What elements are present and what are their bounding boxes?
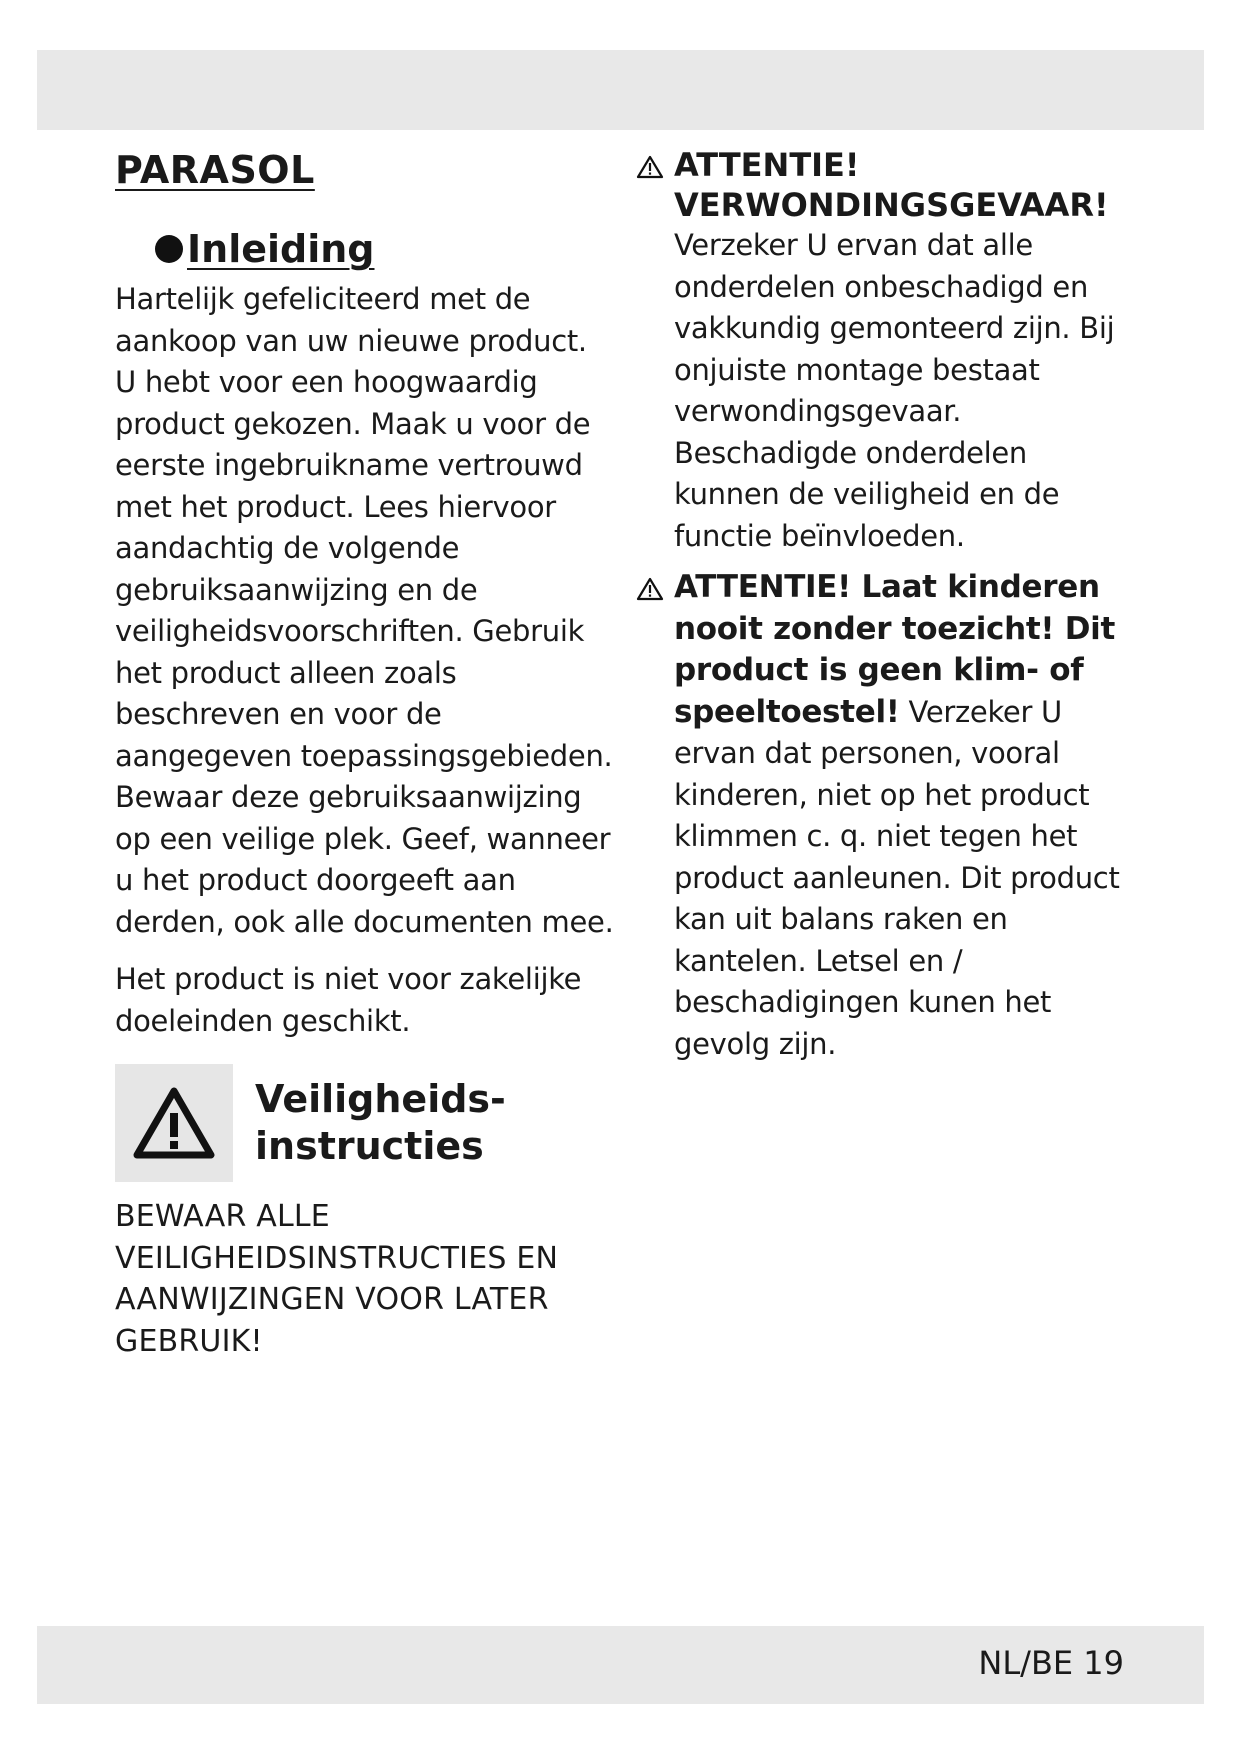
bullet-icon: [155, 235, 183, 263]
safety-section-header: [115, 1064, 615, 1182]
intro-paragraph-2: Het product is niet voor zakelijke doeleinden geschikt.: [115, 962, 582, 1038]
safety-heading: [255, 1076, 506, 1170]
safety-caps-text: BEWAAR ALLE VEILIGHEIDSINSTRUCTIES EN AANWIJZINGEN VOOR LATER GEBRUIK!: [115, 1199, 559, 1359]
warning-2-title: ATTENTIE! Laat kinderen nooit zonder toezicht! Dit product is geen klim- of speeltoestel!: [674, 569, 1115, 730]
right-column: [636, 145, 1136, 1065]
warning-2-paragraph: [674, 567, 1136, 1065]
left-column: [115, 145, 615, 1362]
warning-triangle-icon: [115, 1064, 233, 1182]
document-title: PARASOL: [115, 148, 315, 192]
warning-2-text: Verzeker U ervan dat personen, vooral kinderen, niet op het product klimmen c. q. niet tegen het product aanleunen. Dit product kan uit balans raken en kantelen. Letsel en / beschadigingen kunen het gevolg zijn.: [674, 694, 1120, 1061]
safety-heading-line2: instructies: [255, 1124, 484, 1168]
warning-block-2: [636, 567, 1136, 1065]
intro-paragraph-1: Hartelijk gefeliciteerd met de aankoop van uw nieuwe product. U hebt voor een hoogwaardig product gekozen. Maak u voor de eerste ingebruikname vertrouwd met het product. Lees hiervoor aandachtig de volgende gebruiksaanwijzing en de veiligheidsvoorschriften. Gebruik het product alleen zoals beschreven en voor de aangegeven toepassingsgebieden. Bewaar deze gebruiksaanwijzing op een veilige plek. Geef, wanneer u het product doorgeeft aan derden, ook alle documenten mee.: [115, 282, 614, 939]
safety-heading-line1: Veiligheids-: [255, 1077, 506, 1121]
intro-heading-text: Inleiding: [187, 227, 375, 271]
warning-1-text: Verzeker U ervan dat alle onderdelen onbeschadigd en vakkundig gemonteerd zijn. Bij onjuiste montage bestaat verwondingsgevaar. Beschadigde onderdelen kunnen de veiligheid en de functie beïnvloeden.: [674, 228, 1115, 553]
intro-heading: [155, 225, 615, 273]
warning-1-title: ATTENTIE! VERWONDINGSGEVAAR!: [674, 146, 1109, 224]
header-band: [37, 50, 1204, 130]
warning-triangle-icon: [636, 155, 664, 183]
footer-band: [37, 1626, 1204, 1704]
page-number: NL/BE 19: [978, 1644, 1124, 1682]
warning-block-1: [636, 145, 1136, 557]
warning-triangle-icon: [636, 577, 664, 605]
